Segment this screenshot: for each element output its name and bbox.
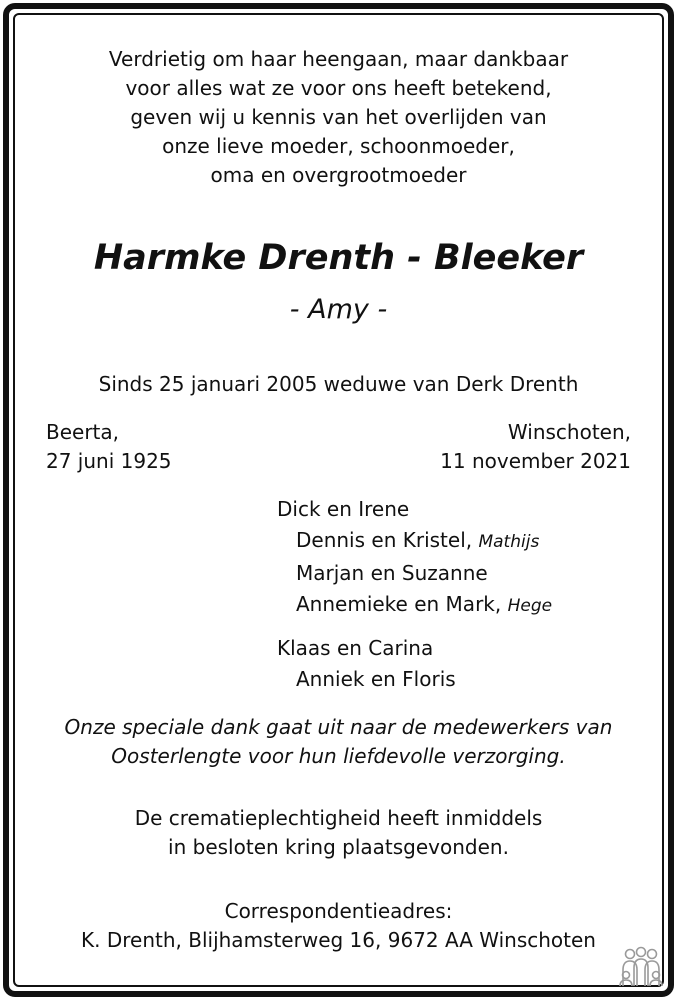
intro-line: oma en overgrootmoeder	[210, 163, 467, 187]
family-parents: Klaas en Carina	[277, 636, 434, 660]
family-group	[277, 633, 456, 695]
child-names: Annemieke en Mark,	[296, 592, 502, 616]
nickname: - Amy -	[289, 294, 388, 325]
grandchild-name: Hege	[507, 596, 553, 616]
child-names: Anniek en Floris	[296, 667, 456, 691]
family-parents: Dick en Irene	[277, 497, 410, 521]
cremation-text	[0, 804, 677, 862]
widow-line: Sinds 25 januari 2005 weduwe van Derk Drenth	[98, 372, 579, 396]
birth-date: 27 juni 1925	[46, 449, 172, 473]
child-names: Marjan en Suzanne	[296, 561, 488, 585]
address-label: Correspondentieadres:	[224, 899, 453, 923]
family-child	[277, 664, 456, 695]
intro-line: voor alles wat ze voor ons heeft betekend,	[125, 76, 552, 100]
death-date: 11 november 2021	[440, 449, 631, 473]
thanks-line: Oosterlengte voor hun liefdevolle verzorging.	[111, 744, 566, 768]
deceased-name: Harmke Drenth - Bleeker	[93, 238, 584, 278]
correspondence-address	[0, 897, 677, 955]
address-line: K. Drenth, Blijhamsterweg 16, 9672 AA Winschoten	[81, 928, 596, 952]
child-names: Dennis en Kristel,	[296, 528, 473, 552]
birth-place: Beerta,	[46, 420, 120, 444]
intro-line: onze lieve moeder, schoonmoeder,	[162, 134, 515, 158]
cremation-line: De crematieplechtigheid heeft inmiddels	[134, 806, 543, 830]
intro-text	[0, 45, 677, 190]
family-child	[277, 589, 552, 622]
intro-line: geven wij u kennis van het overlijden van	[130, 105, 547, 129]
thanks-text	[0, 713, 677, 771]
family-group	[277, 494, 552, 622]
thanks-line: Onze speciale dank gaat uit naar de medewerkers van	[64, 715, 613, 739]
cremation-line: in besloten kring plaatsgevonden.	[168, 835, 509, 859]
death-place: Winschoten,	[507, 420, 631, 444]
family-child	[277, 558, 552, 589]
people-group-icon	[618, 946, 664, 988]
intro-line: Verdrietig om haar heengaan, maar dankbaar	[108, 47, 569, 71]
birth-info	[46, 418, 172, 476]
grandchild-name: Mathijs	[478, 532, 540, 552]
family-child	[277, 525, 552, 558]
death-info	[440, 418, 631, 476]
